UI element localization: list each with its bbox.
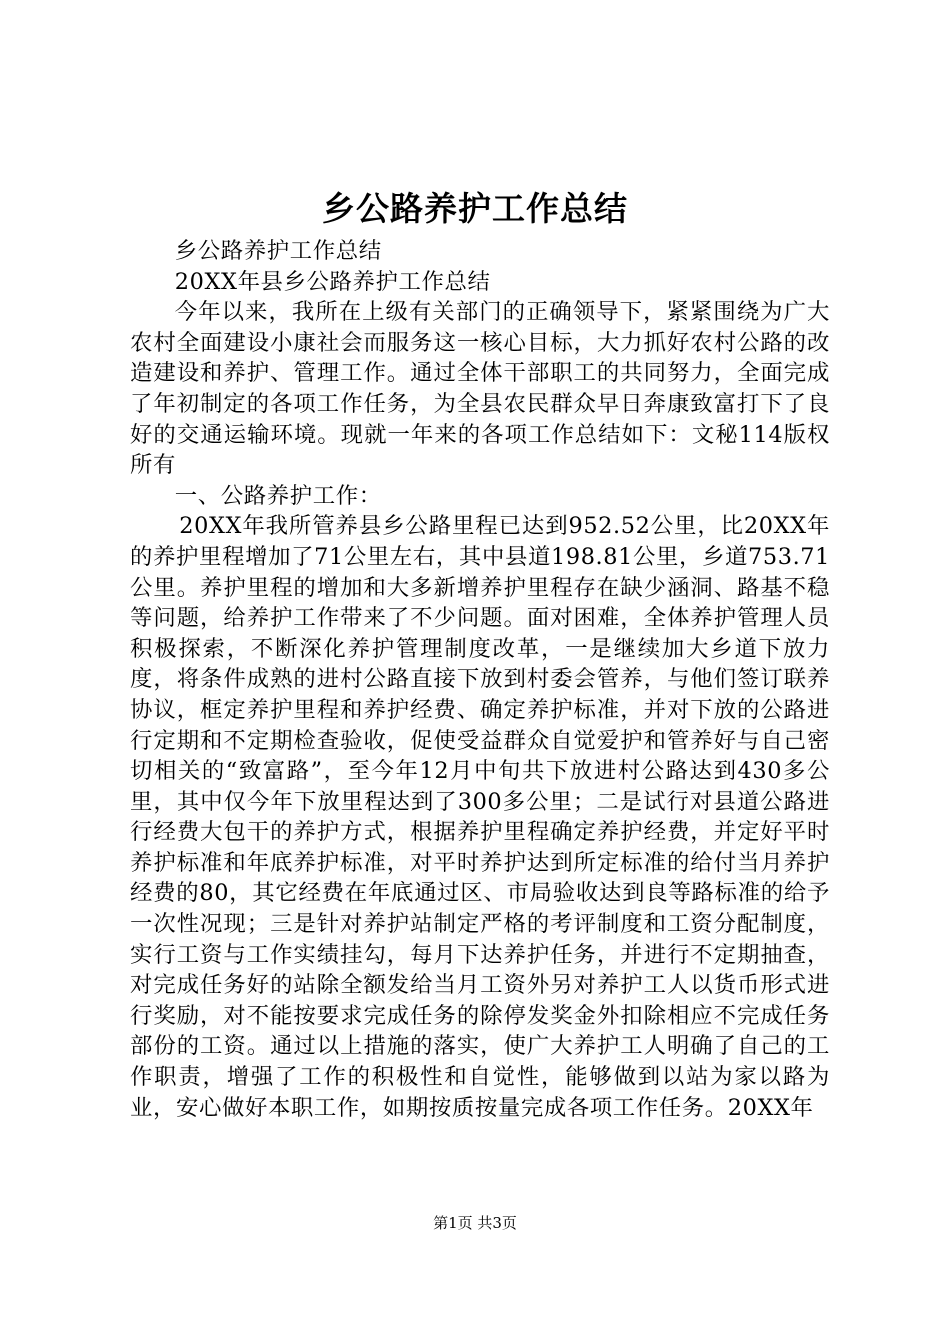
paragraph-road-maintenance: 20XX年我所管养县乡公路里程已达到952.52公里，比20XX年的养护里程增加了71公里左右，其中县道198.81公里，乡道753.71公里。养护里程的增加和大多新增养护里程存在缺少涵洞、路基不稳等问题，给养护工作带来了不少问题。面对困难，全体养护管理人员积极探索，不断深化养护管理制度改革，一是继续加大乡道下放力度，将条件成熟的进村公路直接下放到村委会管养，与他们签订联养协议，框定养护里程和养护经费、确定养护标准，并对下放的公路进行定期和不定期检查验收，促使受益群众自觉爱护和管养好与自己密切相关的“致富路”，至今年12月中旬共下放进村公路达到430多公里，其中仅今年下放里程达到了300多公里；二是试行对县道公路进行经费大包干的养护方式，根据养护里程确定养护经费，并定好平时养护标准和年底养护标准，对平时养护达到所定标准的给付当月养护经费的80，其它经费在年底通过区、市局验收达到良等路标准的给予一次性况现；三是针对养护站制定严格的考评制度和工资分配制度，实行工资与工作实绩挂勾，每月下达养护任务，并进行不定期抽查，对完成任务好的站除全额发给当月工资外另对养护工人以货币形式进行奖励，对不能按要求完成任务的除停发奖金外扣除相应不完成任务部份的工资。通过以上措施的落实，使广大养护工人明确了自己的工作职责，增强了工作的积极性和自觉性，能够做到以站为家以路为业，安心做好本职工作，如期按质按量完成各项工作任务。20XX年 <box>130 513 830 1121</box>
paragraph-subtitle: 乡公路养护工作总结 <box>174 238 382 264</box>
document-title: 乡公路养护工作总结 <box>322 189 628 228</box>
section-heading: 一、公路养护工作： <box>174 482 382 509</box>
paragraph-intro: 今年以来，我所在上级有关部门的正确领导下，紧紧围绕为广大农村全面建设小康社会而服务这一核心目标，大力抓好农村公路的改造建设和养护、管理工作。通过全体干部职工的共同努力，全面完成了年初制定的各项工作任务，为全县农民群众早日奔康致富打下了良好的交通运输环境。现就一年来的各项工作总结如下：文秘114版权所有 <box>130 299 830 479</box>
document-body <box>130 236 830 1123</box>
page-footer: 第1页 共3页 <box>433 1214 517 1232</box>
paragraph-heading: 20XX年县乡公路养护工作总结 <box>174 268 491 295</box>
